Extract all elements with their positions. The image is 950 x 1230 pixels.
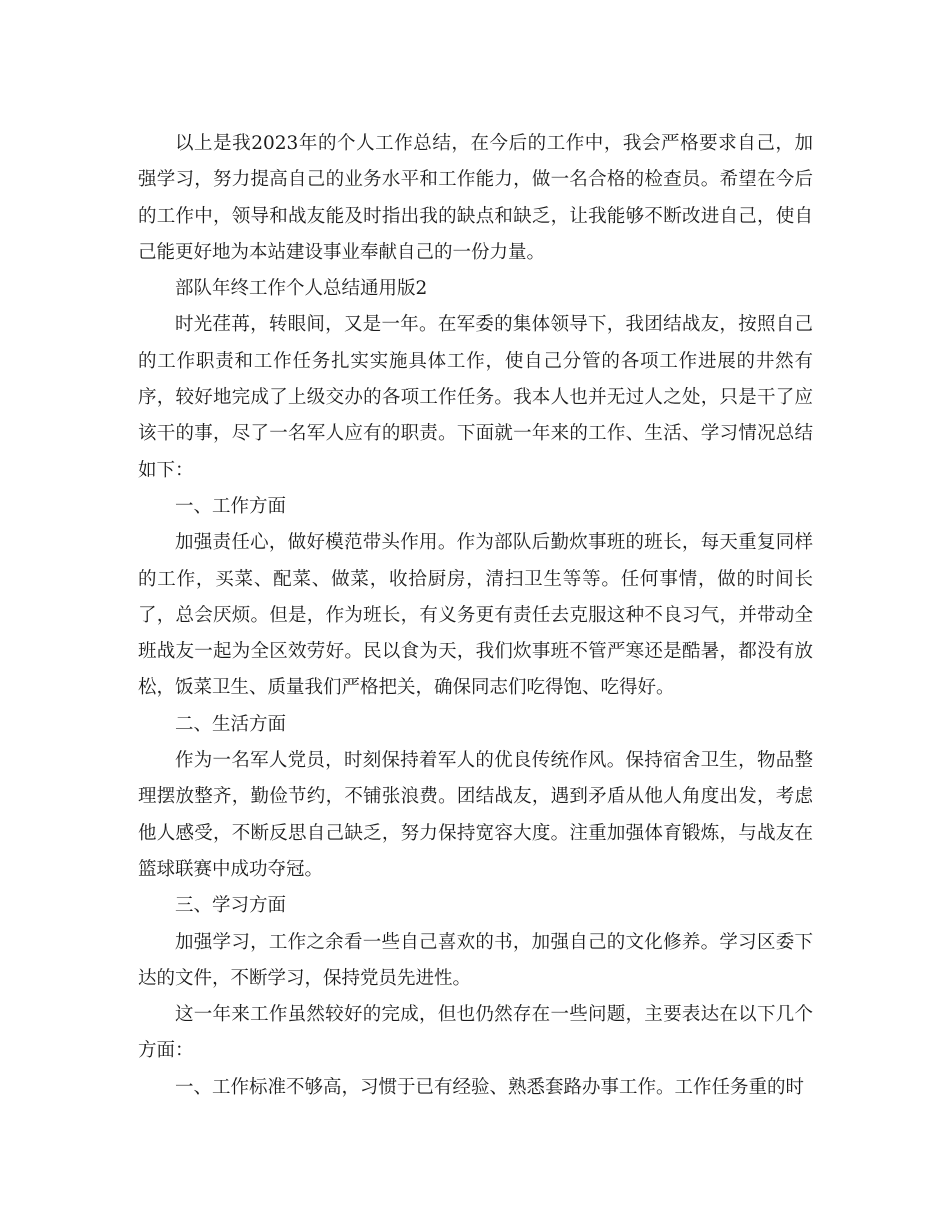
- paragraph-study: 加强学习，工作之余看一些自己喜欢的书，加强自己的文化修养。学习区委下达的文件，不断学习，保持党员先进性。: [138, 931, 813, 989]
- paragraph-intro: 时光荏苒，转眼间，又是一年。在军委的集体领导下，我团结战友，按照自己的工作职责和工作任务扎实实施具体工作，使自己分管的各项工作进展的井然有序，较好地完成了上级交办的各项工作任务。我本人也并无过人之处，只是干了应该干的事，尽了一名军人应有的职责。下面就一年来的工作、生活、学习情况总结如下：: [138, 314, 813, 481]
- paragraph-work: 加强责任心，做好模范带头作用。作为部队后勤炊事班的班长，每天重复同样的工作，买菜、配菜、做菜，收拾厨房，清扫卫生等等。任何事情，做的时间长了，总会厌烦。但是，作为班长，有义务更有责任去克服这种不良习气，并带动全班战友一起为全区效劳好。民以食为天，我们炊事班不管严寒还是酷暑，都没有放松，饭菜卫生、质量我们严格把关，确保同志们吃得饱、吃得好。: [138, 532, 813, 699]
- section-heading-study: 三、学习方面: [175, 895, 287, 917]
- section-heading-work: 一、工作方面: [175, 495, 287, 517]
- document-title: 部队年终工作个人总结通用版2: [175, 278, 428, 300]
- document-body: [138, 126, 813, 1106]
- paragraph-life: 作为一名军人党员，时刻保持着军人的优良传统作风。保持宿舍卫生，物品整理摆放整齐，勤俭节约，不铺张浪费。团结战友，遇到矛盾从他人角度出发，考虑他人感受，不断反思自己缺乏，努力保持宽容大度。注重加强体育锻炼，与战友在篮球联赛中成功夺冠。: [138, 750, 813, 880]
- section-heading-life: 二、生活方面: [175, 713, 287, 735]
- paragraph-problem-one: 一、工作标准不够高，习惯于已有经验、熟悉套路办事工作。工作任务重的时: [175, 1076, 805, 1098]
- paragraph-problems-intro: 这一年来工作虽然较好的完成，但也仍然存在一些问题，主要表达在以下几个方面：: [138, 1004, 813, 1062]
- paragraph-closing-summary: 以上是我2023年的个人工作总结，在今后的工作中，我会严格要求自己，加强学习，努力提高自己的业务水平和工作能力，做一名合格的检查员。希望在今后的工作中，领导和战友能及时指出我的缺点和缺乏，让我能够不断改进自己，使自己能更好地为本站建设事业奉献自己的一份力量。: [138, 133, 813, 263]
